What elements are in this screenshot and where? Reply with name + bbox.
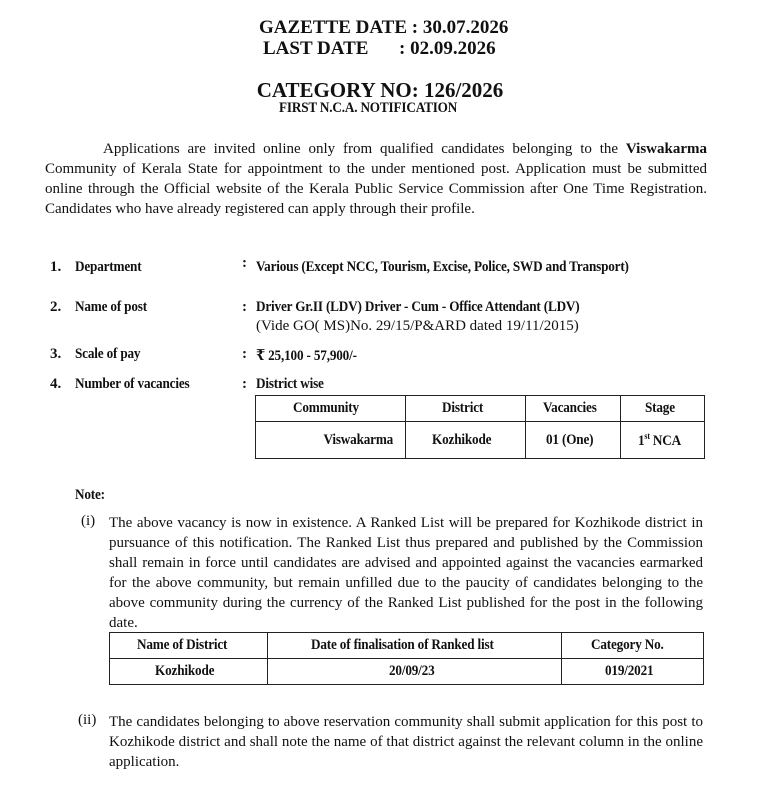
scale-of-pay-value: ₹ 25,100 - 57,900/- xyxy=(256,348,357,364)
cell-district-name: Kozhikode xyxy=(110,659,268,685)
col-name-of-district: Name of District xyxy=(110,633,268,659)
table-row xyxy=(110,659,704,685)
col-district: District xyxy=(406,396,526,422)
note-1-number: (i) xyxy=(81,513,96,529)
item-2-label: Name of post xyxy=(75,299,147,315)
cell-vacancies: 01 (One) xyxy=(526,422,620,459)
intro-community: Viswakarma xyxy=(625,141,707,157)
item-1-colon: : xyxy=(242,255,247,271)
col-vacancies: Vacancies xyxy=(526,396,620,422)
ranked-table-header xyxy=(110,633,704,659)
item-2-number: 2. xyxy=(50,299,62,315)
last-date-label: LAST DATE xyxy=(263,38,369,59)
col-community: Community xyxy=(256,396,406,422)
item-4-colon: : xyxy=(242,376,247,392)
last-date-line xyxy=(263,38,496,59)
cell-district: Kozhikode xyxy=(406,422,526,459)
col-stage: Stage xyxy=(620,396,704,422)
note-2-text: The candidates belonging to above reservation community shall submit application for this post to Kozhikode district and shall note the name of that district against the relevant column in the online application. xyxy=(109,714,703,770)
post-go-reference: (Vide GO( MS)No. 29/15/P&ARD dated 19/11/2015) xyxy=(256,318,579,334)
cell-finalisation-date: 20/09/23 xyxy=(267,659,562,685)
item-4-number: 4. xyxy=(50,376,62,392)
gazette-date-value: : 30.07.2026 xyxy=(411,17,509,38)
category-subtitle: FIRST N.C.A. NOTIFICATION xyxy=(278,100,457,116)
post-name-value: Driver Gr.II (LDV) Driver - Cum - Office Attendant (LDV) xyxy=(256,299,580,315)
cell-category-no: 019/2021 xyxy=(562,659,704,685)
gazette-date-line xyxy=(259,17,508,38)
item-3-label: Scale of pay xyxy=(75,346,141,362)
col-date-of-finalisation: Date of finalisation of Ranked list xyxy=(267,633,562,659)
cell-community: Viswakarma xyxy=(256,422,406,459)
vacancies-value: District wise xyxy=(256,376,324,392)
note-2-number: (ii) xyxy=(78,712,97,728)
gazette-date-label: GAZETTE DATE xyxy=(259,17,407,38)
intro-paragraph xyxy=(45,139,707,219)
note-1-text: The above vacancy is now in existence. A Ranked List will be prepared for Kozhikode district in pursuance of this notification. The Ranked List thus prepared and published by the Commission shall remain in force until candidates are advised and appointed against the vacancies earmarked for the above community, but remain unfilled due to the paucity of candidates belonging to the above community during the currency of the Ranked List published for the post in the following date. xyxy=(109,515,703,631)
item-3-number: 3. xyxy=(50,346,62,362)
last-date-value: : 02.09.2026 xyxy=(399,38,496,59)
item-3-colon: : xyxy=(242,346,247,362)
ranked-list-table xyxy=(109,632,704,685)
vacancy-table xyxy=(255,395,705,459)
note-heading: Note: xyxy=(75,487,105,503)
intro-text-after: Community of Kerala State for appointment to the under mentioned post. Application must be submitted online through the Official website of the Kerala Public Service Commission after One Time Registration. Candidates who have already registered can apply through their profile. xyxy=(45,161,707,217)
item-1-label: Department xyxy=(75,259,142,275)
item-4-label: Number of vacancies xyxy=(75,376,190,392)
item-2-colon: : xyxy=(242,299,247,315)
department-value: Various (Except NCC, Tourism, Excise, Police, SWD and Transport) xyxy=(256,259,629,275)
cell-stage: 1st NCA xyxy=(620,422,704,459)
vacancy-table-header xyxy=(256,396,705,422)
category-title: CATEGORY NO: 126/2026 xyxy=(256,78,504,102)
intro-text-before: Applications are invited online only from qualified candidates belonging to the xyxy=(103,141,626,157)
item-1-number: 1. xyxy=(50,259,62,275)
col-category-no: Category No. xyxy=(562,633,704,659)
table-row xyxy=(256,422,705,459)
